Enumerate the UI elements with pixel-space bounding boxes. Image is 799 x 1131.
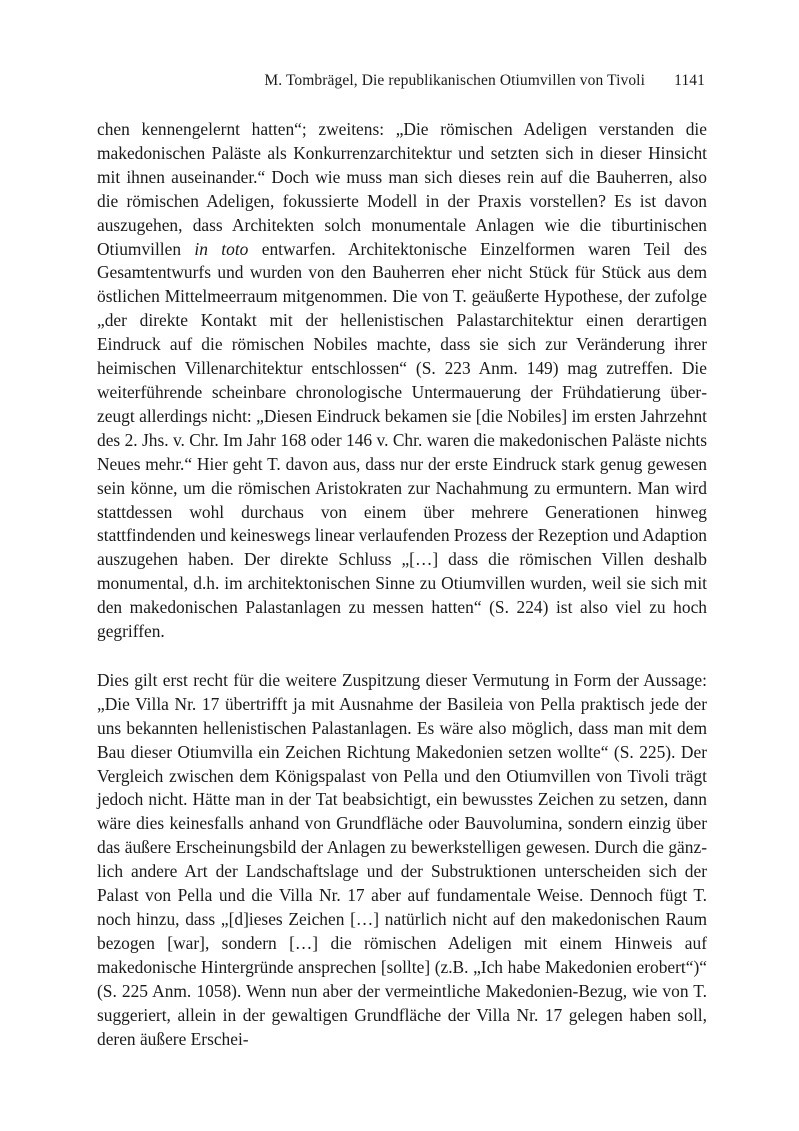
running-header bbox=[97, 70, 707, 92]
paragraph-2 bbox=[97, 669, 707, 1052]
paragraph-2-text: Dies gilt erst recht für die weitere Zuspitzung dieser Vermutung in Form der Aussage: „Die Villa Nr. 17 übertrifft ja mit Ausnahme der Basileia von Pella praktisch jede der uns bekannten hellenistischen Palastanlagen. Es wäre also möglich, dass man mit dem Bau dieser Otiumvilla ein Zeichen Richtung Makedonien setzen wollte“ (S. 225). Der Vergleich zwischen dem Königspalast von Pella und den Otiumvillen von Tivoli trägt jedoch nicht. Hätte man in der Tat beabsichtigt, ein bewusstes Zeichen zu setzen, dann wäre dies keinesfalls anhand von Grundfläche oder Bauvolumina, sondern einzig über das äußere Erscheinungsbild der Anlagen zu bewerkstelligen gewesen. Durch die gänzlich andere Art der Landschaftslage und der Substruktionen unterscheiden sich der Palast von Pella und die Villa Nr. 17 aber auf fundamentale Weise. Dennoch fügt T. noch hinzu, dass „[d]ieses Zeichen […] natürlich nicht auf den makedonischen Raum bezogen [war], sondern […] die römischen Adeligen mit einem Hinweis auf makedonische Hintergründe ansprechen [sollte] (z.B. „Ich habe Makedonien erobert“)“ (S. 225 Anm. 1058). Wenn nun aber der vermeintliche Makedonien-Bezug, wie von T. suggeriert, allein in der gewaltigen Grundfläche der Villa Nr. 17 gelegen haben soll, deren äußere Erschei- bbox=[97, 669, 707, 1049]
running-title: M. Tombrägel, Die republikanischen Otiumvillen von Tivoli bbox=[264, 72, 645, 89]
body-text bbox=[97, 118, 707, 1051]
italic-term-in-toto: in toto bbox=[194, 238, 249, 259]
paragraph-1-text-b: entwarfen. Architektonische Einzelformen waren Teil des Gesamtentwurfs und wurden von den Bauherren eher nicht Stück für Stück aus dem östlichen Mittelmeerraum mitgenommen. Die von T. geäußerte Hypothese, der zufolge „der direkte Kontakt mit der hellenistischen Palastarchitektur einen derartigen Eindruck auf die römischen Nobiles machte, dass sie sich zur Veränderung ihrer heimischen Villenarchitektur entschlossen“ (S. 223 Anm. 149) mag zutreffen. Die weiterführende scheinbare chronologische Untermauerung der Frühdatierung überzeugt allerdings nicht: „Diesen Eindruck bekamen sie [die Nobiles] im ersten Jahrzehnt des 2. Jhs. v. Chr. Im Jahr 168 oder 146 v. Chr. waren die makedonischen Paläste nichts Neues mehr.“ Hier geht T. davon aus, dass nur der erste Eindruck stark genug gewesen sein könne, um die römischen Aristokraten zur Nachahmung zu ermuntern. Man wird stattdessen wohl durchaus von einem über mehrere Generationen hinweg stattfindenden und keineswegs linear verlaufenden Prozess der Rezeption und Adaption auszugehen haben. Der direkte Schluss „[…] dass die römischen Villen deshalb monumental, d.h. im architektonischen Sinne zu Otiumvillen wurden, weil sie sich mit den makedonischen Palastanlagen zu messen hatten“ (S. 224) ist also viel zu hoch gegriffen. bbox=[97, 238, 708, 642]
document-page bbox=[97, 70, 707, 1051]
page-number: 1141 bbox=[674, 72, 705, 89]
paragraph-1 bbox=[97, 118, 707, 644]
paragraph-1-text-a: chen kennengelernt hatten“; zweitens: „Die römischen Adeligen verstanden die makedonischen Paläste als Konkurrenzarchitektur und setzten sich in dieser Hinsicht mit ihnen auseinander.“ Doch wie muss man sich dieses rein auf die Bauherren, also die römischen Adeligen, fokussierte Modell in der Praxis vorstellen? Es ist davon auszugehen, dass Architekten solch monumentale Anlagen wie die tiburtinischen Otiumvillen bbox=[97, 119, 707, 259]
